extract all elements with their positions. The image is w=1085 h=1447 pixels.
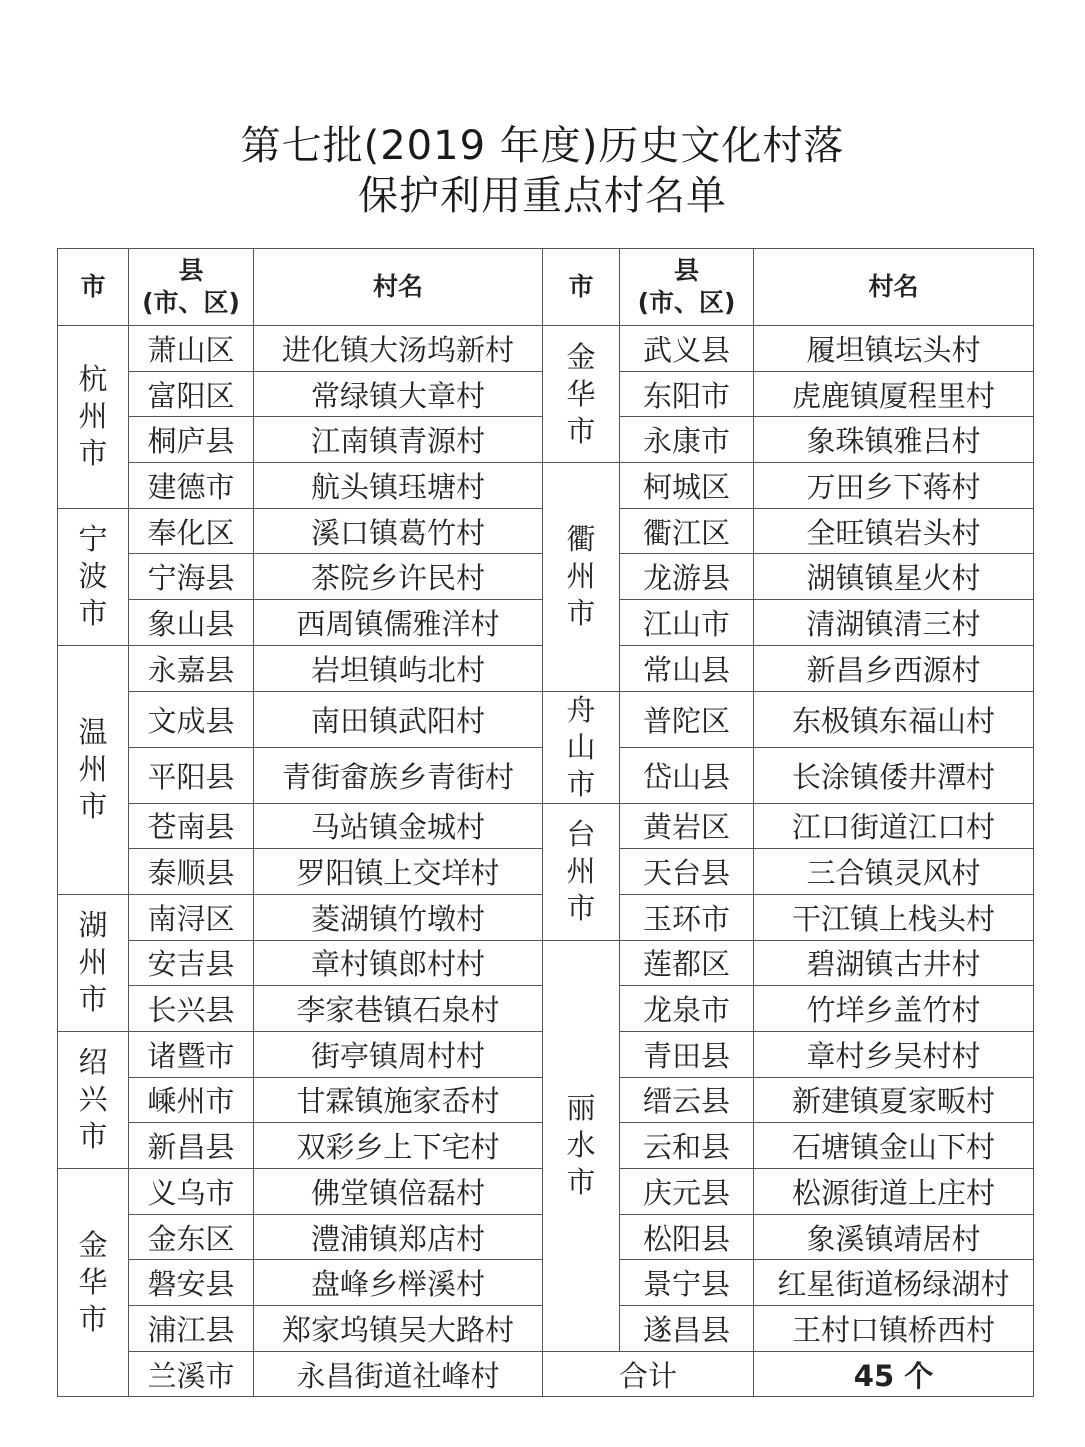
county-cell: 萧山区: [129, 326, 254, 372]
city-cell: [58, 326, 129, 509]
county-cell: 建德市: [129, 463, 254, 509]
county-cell: 兰溪市: [129, 1351, 254, 1397]
village-cell: 马站镇金城村: [254, 803, 543, 849]
county-cell: 遂昌县: [620, 1306, 754, 1352]
city-cell: [58, 1031, 129, 1168]
county-cell: 平阳县: [129, 747, 254, 803]
city-cell: [58, 1169, 129, 1397]
village-cell: 进化镇大汤坞新村: [254, 326, 543, 372]
village-cell: 王村口镇桥西村: [754, 1306, 1034, 1352]
county-cell: 岱山县: [620, 747, 754, 803]
header-village: 村名: [254, 249, 543, 326]
table-row: [58, 1351, 1034, 1397]
county-cell: 普陀区: [620, 691, 754, 747]
county-cell: 富阳区: [129, 371, 254, 417]
table-row: [58, 463, 1034, 509]
village-cell: 江口街道江口村: [754, 803, 1034, 849]
county-cell: 泰顺县: [129, 849, 254, 895]
village-cell: 南田镇武阳村: [254, 691, 543, 747]
county-cell: 奉化区: [129, 508, 254, 554]
village-cell: 象溪镇靖居村: [754, 1214, 1034, 1260]
village-cell: 街亭镇周村村: [254, 1031, 543, 1077]
village-cell: 茶院乡许民村: [254, 554, 543, 600]
village-cell: 长涂镇倭井潭村: [754, 747, 1034, 803]
header-city: 市: [543, 249, 620, 326]
city-cell: [543, 463, 620, 691]
county-cell: 东阳市: [620, 371, 754, 417]
county-cell: 云和县: [620, 1123, 754, 1169]
city-name: 温州市: [78, 715, 108, 824]
table-row: [58, 940, 1034, 986]
county-cell: 苍南县: [129, 803, 254, 849]
city-cell: [543, 803, 620, 940]
county-cell: 长兴县: [129, 986, 254, 1032]
city-name: 台州市: [566, 817, 596, 926]
county-cell: 黄岩区: [620, 803, 754, 849]
village-cell: 岩坦镇屿北村: [254, 645, 543, 691]
village-cell: 象珠镇雅吕村: [754, 417, 1034, 463]
village-cell: 澧浦镇郑店村: [254, 1214, 543, 1260]
county-cell: 金东区: [129, 1214, 254, 1260]
city-name: 绍兴市: [78, 1045, 108, 1154]
table-row: [58, 326, 1034, 372]
county-cell: 景宁县: [620, 1260, 754, 1306]
village-cell: 江南镇青源村: [254, 417, 543, 463]
page-title: 第七批(2019 年度)历史文化村落: [240, 123, 845, 169]
village-cell: 东极镇东福山村: [754, 691, 1034, 747]
county-cell: 文成县: [129, 691, 254, 747]
village-cell: 青街畲族乡青街村: [254, 747, 543, 803]
village-cell: 章村乡吴村村: [754, 1031, 1034, 1077]
city-cell: [543, 940, 620, 1351]
village-cell: 永昌街道社峰村: [254, 1351, 543, 1397]
village-cell: 郑家坞镇吴大路村: [254, 1306, 543, 1352]
county-cell: 安吉县: [129, 940, 254, 986]
header-county: 县 (市、区): [620, 249, 754, 326]
county-cell: 磐安县: [129, 1260, 254, 1306]
village-cell: 李家巷镇石泉村: [254, 986, 543, 1032]
village-cell: 溪口镇葛竹村: [254, 508, 543, 554]
city-name: 衢州市: [566, 522, 596, 631]
village-cell: 全旺镇岩头村: [754, 508, 1034, 554]
village-cell: 新昌乡西源村: [754, 645, 1034, 691]
table-row: [58, 803, 1034, 849]
village-cell: 罗阳镇上交垟村: [254, 849, 543, 895]
header-county: 县 (市、区): [129, 249, 254, 326]
county-cell: 玉环市: [620, 894, 754, 940]
county-cell: 浦江县: [129, 1306, 254, 1352]
city-cell: [543, 326, 620, 463]
county-cell: 常山县: [620, 645, 754, 691]
village-cell: 干江镇上栈头村: [754, 894, 1034, 940]
county-cell: 江山市: [620, 600, 754, 646]
village-cell: 清湖镇清三村: [754, 600, 1034, 646]
village-cell: 佛堂镇倍磊村: [254, 1169, 543, 1215]
village-cell: 章村镇郎村村: [254, 940, 543, 986]
county-cell: 宁海县: [129, 554, 254, 600]
county-cell: 衢江区: [620, 508, 754, 554]
county-cell: 新昌县: [129, 1123, 254, 1169]
village-cell: 履坦镇坛头村: [754, 326, 1034, 372]
city-name: 宁波市: [78, 522, 108, 631]
village-table: [57, 248, 1034, 1397]
village-cell: 万田乡下蒋村: [754, 463, 1034, 509]
city-name: 金华市: [78, 1228, 108, 1337]
total-count: 45 个: [754, 1351, 1034, 1397]
city-name: 湖州市: [78, 908, 108, 1017]
county-cell: 永嘉县: [129, 645, 254, 691]
county-cell: 诸暨市: [129, 1031, 254, 1077]
table-row: [58, 691, 1034, 747]
village-cell: 碧湖镇古井村: [754, 940, 1034, 986]
county-cell: 嵊州市: [129, 1077, 254, 1123]
city-name: 杭州市: [78, 362, 108, 471]
city-cell: [58, 508, 129, 645]
village-cell: 菱湖镇竹墩村: [254, 894, 543, 940]
table-header-row: [58, 249, 1034, 326]
city-name: 金华市: [566, 339, 596, 448]
city-cell: [543, 691, 620, 803]
county-cell: 缙云县: [620, 1077, 754, 1123]
village-cell: 常绿镇大章村: [254, 371, 543, 417]
village-cell: 新建镇夏家畈村: [754, 1077, 1034, 1123]
village-cell: 西周镇儒雅洋村: [254, 600, 543, 646]
county-cell: 柯城区: [620, 463, 754, 509]
total-label: 合计: [543, 1351, 754, 1397]
city-name: 丽水市: [566, 1091, 596, 1200]
village-cell: 双彩乡上下宅村: [254, 1123, 543, 1169]
village-cell: 湖镇镇星火村: [754, 554, 1034, 600]
county-cell: 桐庐县: [129, 417, 254, 463]
village-cell: 红星街道杨绿湖村: [754, 1260, 1034, 1306]
county-cell: 永康市: [620, 417, 754, 463]
village-cell: 石塘镇金山下村: [754, 1123, 1034, 1169]
county-cell: 天台县: [620, 849, 754, 895]
village-cell: 虎鹿镇厦程里村: [754, 371, 1034, 417]
city-cell: [58, 894, 129, 1031]
county-cell: 南浔区: [129, 894, 254, 940]
village-cell: 航头镇珏塘村: [254, 463, 543, 509]
header-village: 村名: [754, 249, 1034, 326]
village-cell: 盘峰乡榉溪村: [254, 1260, 543, 1306]
county-cell: 松阳县: [620, 1214, 754, 1260]
county-cell: 青田县: [620, 1031, 754, 1077]
village-cell: 竹垟乡盖竹村: [754, 986, 1034, 1032]
page-subtitle: 保护利用重点村名单: [358, 173, 727, 219]
village-cell: 三合镇灵风村: [754, 849, 1034, 895]
county-cell: 庆元县: [620, 1169, 754, 1215]
county-cell: 象山县: [129, 600, 254, 646]
header-city: 市: [58, 249, 129, 326]
county-cell: 莲都区: [620, 940, 754, 986]
county-cell: 武义县: [620, 326, 754, 372]
county-cell: 义乌市: [129, 1169, 254, 1215]
city-cell: [58, 645, 129, 894]
county-cell: 龙泉市: [620, 986, 754, 1032]
village-cell: 甘霖镇施家岙村: [254, 1077, 543, 1123]
village-cell: 松源街道上庄村: [754, 1169, 1034, 1215]
county-cell: 龙游县: [620, 554, 754, 600]
city-name: 舟山市: [566, 692, 596, 801]
